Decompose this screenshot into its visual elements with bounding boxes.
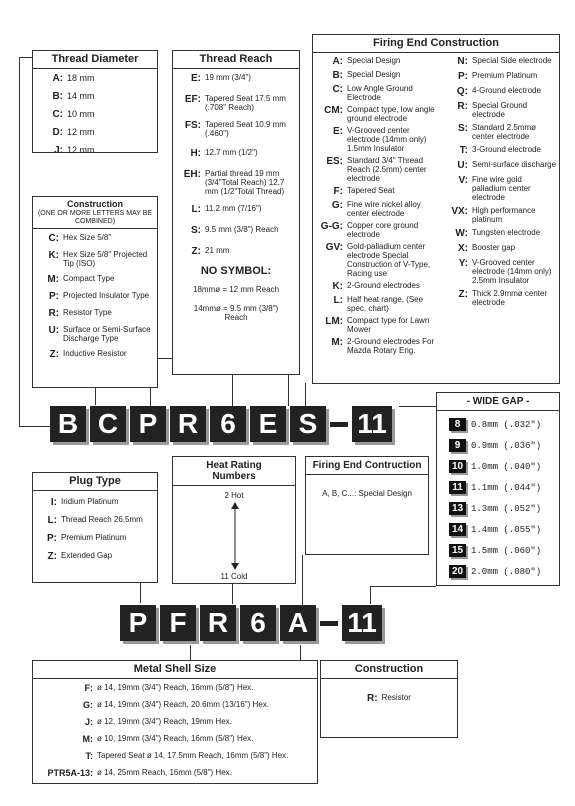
item-code: A: [332, 56, 343, 67]
item-code: U: [457, 160, 468, 171]
no-symbol-line: 18mmø = 12 mm Reach [192, 285, 280, 294]
gap-code: 20 [449, 565, 466, 578]
list-item [175, 169, 297, 196]
item-desc: Iridium Platinum [61, 497, 119, 506]
construction-bottom-code: R: [367, 693, 378, 704]
list-item [315, 295, 438, 313]
item-code: T: [459, 145, 468, 156]
part-code-dash [330, 422, 348, 427]
item-desc: ø 14, 19mm (3/4") Reach, 16mm (5/8") Hex. [97, 683, 254, 692]
list-item [37, 551, 153, 562]
item-desc: 10 mm [67, 109, 95, 119]
item-code: H: [190, 148, 201, 159]
list-item [315, 221, 438, 239]
list-item [37, 325, 153, 343]
list-item [438, 71, 557, 82]
item-desc: Compact type for Lawn Mower [347, 316, 430, 334]
part-code-suffix: 11 [342, 605, 382, 641]
item-code: G-G: [320, 221, 343, 232]
wide-gap-row [449, 540, 559, 561]
connector-line [140, 583, 141, 603]
item-code: C: [48, 233, 59, 244]
item-desc: Fine wire nickel alloy center electrode [347, 200, 421, 218]
wide-gap-row [449, 414, 559, 435]
item-code: V: [458, 175, 468, 186]
firing-end-small-title: Firing End Contruction [306, 457, 428, 475]
list-item [33, 734, 315, 745]
wide-gap-row [449, 498, 559, 519]
item-code: U: [48, 325, 59, 336]
list-item [37, 497, 153, 508]
heat-rating-title: Heat Rating Numbers [173, 457, 295, 486]
list-item [438, 86, 557, 97]
list-item [33, 700, 315, 711]
wide-gap-row [449, 561, 559, 582]
item-code: P: [457, 71, 468, 82]
item-desc: Hex Size 5/8" [63, 233, 112, 242]
item-desc: Tapered Seat 17.5 mm (.708" Reach) [205, 94, 286, 112]
list-item [37, 233, 153, 244]
connector-line [300, 645, 301, 660]
list-item [37, 274, 153, 285]
item-code: N: [457, 56, 468, 67]
heat-range-arrow-icon [173, 500, 297, 572]
item-code: A: [52, 73, 63, 84]
item-code: GV: [325, 242, 343, 253]
wide-gap-title: - WIDE GAP - [437, 393, 559, 411]
wide-gap-panel [436, 392, 560, 586]
list-item [47, 91, 157, 102]
list-item [315, 316, 438, 334]
list-item [315, 281, 438, 292]
item-desc: Fine wire gold palladium center electrode [471, 175, 531, 202]
connector-line [399, 406, 436, 407]
gap-code: 9 [449, 439, 466, 452]
item-desc: Booster gap [471, 243, 516, 252]
no-symbol-title: NO SYMBOL: [200, 265, 272, 277]
heat-rating-panel [172, 456, 296, 584]
list-item [438, 258, 557, 285]
list-item [315, 56, 438, 67]
part-code-char: P [120, 605, 156, 641]
item-code: F: [84, 683, 93, 693]
list-item [315, 84, 438, 102]
item-desc: Compact type, low angle ground electrode [347, 105, 435, 123]
item-desc: 12 mm [67, 145, 95, 155]
item-code: M: [47, 274, 59, 285]
list-item [33, 768, 315, 779]
connector-line [232, 374, 233, 406]
list-item [47, 145, 157, 156]
item-code: Z: [49, 349, 59, 360]
list-item [33, 717, 315, 728]
thread-reach-panel [172, 50, 300, 375]
list-item [175, 246, 297, 257]
gap-code: 10 [449, 460, 466, 473]
item-desc: Premium Platinum [61, 533, 127, 542]
gap-code: 15 [449, 544, 466, 557]
connector-line [370, 586, 436, 587]
item-code: Y: [458, 258, 468, 269]
item-desc: Half heat range, (See spec. chart) [347, 295, 424, 313]
item-desc: ø 12, 19mm (3/4") Reach, 19mm Hex. [97, 717, 232, 726]
gap-code: 8 [449, 418, 466, 431]
item-code: T: [85, 751, 93, 761]
item-desc: High performance platinum [471, 206, 536, 224]
item-desc: V-Grooved center electrode (14mm only) 1.5mm Insulator [347, 126, 427, 153]
list-item [315, 200, 438, 218]
item-code: S: [457, 123, 468, 134]
item-code: G: [83, 700, 93, 710]
part-code-char: S [290, 406, 326, 442]
thread-diameter-panel [32, 50, 158, 156]
item-desc: Extended Gap [61, 551, 113, 560]
item-code: R: [457, 101, 468, 112]
item-desc: Gold-palladium center electrode Special Construction of V-Type, Racing use [347, 242, 431, 278]
gap-value: 1.3mm (.052") [471, 503, 542, 514]
firing-end-small-text: A, B, C...: Special Design [322, 489, 412, 498]
list-item [438, 228, 557, 239]
plug-type-panel [32, 472, 158, 583]
item-desc: Compact Type [63, 274, 115, 283]
item-code: L: [47, 515, 57, 526]
list-item [47, 109, 157, 120]
item-desc: 9.5 mm (3/8") Reach [205, 225, 279, 234]
item-desc: Tapered Seat ø 14, 17.5mm Reach, 16mm (5/8") Hex. [97, 751, 289, 760]
item-desc: Special Ground electrode [471, 101, 528, 119]
list-item [33, 751, 315, 762]
item-desc: Special Design [347, 70, 401, 79]
item-code: Q: [456, 86, 468, 97]
list-item [315, 70, 438, 81]
item-code: I: [50, 497, 57, 508]
metal-shell-title: Metal Shell Size [33, 661, 317, 679]
item-desc: Projected Insulator Type [63, 291, 150, 300]
item-desc: ø 10, 19mm (3/4") Reach, 16mm (5/8") Hex. [97, 734, 254, 743]
item-code: J: [84, 717, 93, 727]
list-item [175, 204, 297, 215]
list-item [175, 94, 297, 112]
item-code: M: [331, 337, 343, 348]
list-item [315, 105, 438, 123]
item-code: VX: [451, 206, 468, 217]
list-item [315, 337, 438, 355]
gap-value: 2.0mm (.080") [471, 566, 542, 577]
item-desc: 2-Ground electrodes For Mazda Rotary Eng. [347, 337, 435, 355]
item-code: J: [54, 145, 63, 156]
list-item [438, 289, 557, 307]
list-item [438, 206, 557, 224]
item-code: D: [52, 127, 63, 138]
item-code: EF: [184, 94, 201, 105]
item-desc: Special Design [347, 56, 401, 65]
list-item [315, 126, 438, 153]
item-code: C: [332, 84, 343, 95]
item-desc: Tungsten electrode [471, 228, 541, 237]
list-item [315, 156, 438, 183]
item-code: Z: [458, 289, 468, 300]
item-desc: Resistor Type [63, 308, 112, 317]
item-desc: Standard 3/4" Thread Reach (2.5mm) center electrode [347, 156, 427, 183]
list-item [438, 145, 557, 156]
connector-line [95, 387, 96, 405]
list-item [37, 515, 153, 526]
connector-line [190, 645, 191, 660]
item-desc: 12 mm [67, 127, 95, 137]
item-code: G: [331, 200, 343, 211]
item-code: EH: [183, 169, 201, 180]
firing-end-small-panel [305, 456, 429, 555]
list-item [315, 186, 438, 197]
item-code: CM: [324, 105, 343, 116]
item-desc: Copper core ground electrode [347, 221, 419, 239]
item-code: W: [455, 228, 468, 239]
item-code: X: [457, 243, 468, 254]
gap-value: 0.9mm (.036") [471, 440, 542, 451]
item-code: L: [191, 204, 201, 215]
list-item [438, 101, 557, 119]
list-item [175, 225, 297, 236]
item-code: M: [82, 734, 93, 744]
connector-line [302, 555, 303, 605]
list-item [315, 242, 438, 278]
item-desc: Tapered Seat [347, 186, 395, 195]
item-desc: 3-Ground electrode [471, 145, 541, 154]
part-code-char: B [50, 406, 86, 442]
metal-shell-panel [32, 660, 318, 784]
item-code: FS: [184, 120, 201, 131]
item-desc: V-Grooved center electrode (14mm only) 2.5mm Insulator [471, 258, 552, 285]
part-code-char: R [170, 406, 206, 442]
item-code: Z: [191, 246, 201, 257]
gap-value: 1.0mm (.040") [471, 461, 542, 472]
gap-value: 0.8mm (.032") [471, 419, 542, 430]
part-code-suffix: 11 [352, 406, 392, 442]
item-desc: Special Side electrode [471, 56, 552, 65]
no-symbol-line: 14mmø = 9.5 mm (3/8") Reach [193, 304, 279, 322]
item-desc: Thread Reach 26.5mm [61, 515, 143, 524]
list-item [175, 120, 297, 138]
item-desc: 14 mm [67, 91, 95, 101]
part-code-char: F [160, 605, 196, 641]
part-code-dash [320, 621, 338, 626]
list-item [438, 160, 557, 171]
list-item [37, 533, 153, 544]
connector-line [288, 374, 289, 406]
wide-gap-row [449, 456, 559, 477]
part-code-char: C [90, 406, 126, 442]
item-desc: 18 mm [67, 73, 95, 83]
wide-gap-row [449, 435, 559, 456]
connector-line [305, 383, 306, 406]
construction-bottom-desc: Resistor [381, 693, 411, 702]
item-desc: Thick 2.9mmø center electrode [471, 289, 548, 307]
heat-hot-label: 2 Hot [224, 491, 244, 500]
construction-panel [32, 196, 158, 388]
list-item [438, 123, 557, 141]
item-code: Z: [47, 551, 57, 562]
item-code: P: [47, 533, 57, 544]
item-code: E: [333, 126, 343, 137]
item-desc: Inductive Resistor [63, 349, 127, 358]
part-code-char: E [250, 406, 286, 442]
item-code: B: [52, 91, 63, 102]
item-code: C: [52, 109, 63, 120]
item-desc: Tapered Seat 10.9 mm (.460") [205, 120, 286, 138]
item-desc: Premium Platinum [471, 71, 538, 80]
item-code: P: [49, 291, 59, 302]
list-item [37, 308, 153, 319]
construction-subtitle: (ONE OR MORE LETTERS MAY BE COMBINED) [37, 210, 153, 225]
item-desc: ø 14, 19mm (3/4") Reach, 20.6mm (13/16") Hex. [97, 700, 269, 709]
item-desc: Surface or Semi-Surface Discharge Type [63, 325, 151, 343]
item-desc: 19 mm (3/4") [205, 73, 251, 82]
item-code: PTR5A-13: [47, 768, 93, 778]
item-desc: 2-Ground electrodes [347, 281, 420, 290]
list-item [438, 243, 557, 254]
gap-value: 1.4mm (.055") [471, 524, 542, 535]
gap-code: 11 [449, 481, 466, 494]
part-code-char: A [280, 605, 316, 641]
connector-line [19, 57, 32, 58]
thread-diameter-title: Thread Diameter [33, 51, 157, 69]
list-item [33, 683, 315, 694]
construction-bottom-title: Construction [321, 661, 457, 679]
list-item [438, 175, 557, 202]
item-desc: 11.2 mm (7/16") [205, 204, 262, 213]
connector-line [232, 584, 233, 604]
part-code-char: R [200, 605, 236, 641]
item-desc: Standard 2.5mmø center electrode [471, 123, 537, 141]
item-code: L: [333, 295, 343, 306]
connector-line [370, 586, 371, 604]
list-item [37, 349, 153, 360]
gap-code: 14 [449, 523, 466, 536]
part-code-char: 6 [240, 605, 276, 641]
item-desc: Semi-surface discharge [471, 160, 557, 169]
item-code: K: [48, 250, 59, 261]
item-code: E: [191, 73, 201, 84]
item-code: F: [333, 186, 343, 197]
item-code: R: [48, 308, 59, 319]
list-item [37, 291, 153, 302]
item-desc: Hex Size 5/8" Projected Tip (ISO) [63, 250, 148, 268]
connector-line [19, 57, 20, 427]
wide-gap-row [449, 477, 559, 498]
firing-end-title: Firing End Construction [313, 35, 559, 53]
list-item [47, 73, 157, 84]
gap-value: 1.1mm (.044") [471, 482, 542, 493]
firing-end-panel [312, 34, 560, 384]
gap-code: 13 [449, 502, 466, 515]
construction-bottom-panel [320, 660, 458, 738]
item-code: B: [332, 70, 343, 81]
list-item [438, 56, 557, 67]
item-code: LM: [325, 316, 343, 327]
list-item [175, 148, 297, 159]
item-code: K: [332, 281, 343, 292]
plug-type-title: Plug Type [33, 473, 157, 491]
list-item [37, 250, 153, 268]
item-desc: 4-Ground electrode [471, 86, 541, 95]
wide-gap-row [449, 519, 559, 540]
part-code-char: P [130, 406, 166, 442]
list-item [47, 127, 157, 138]
item-desc: ø 14, 25mm Reach, 16mm (5/8") Hex. [97, 768, 232, 777]
item-code: ES: [326, 156, 343, 167]
thread-reach-title: Thread Reach [173, 51, 299, 69]
heat-cold-label: 11 Cold [220, 572, 248, 581]
item-code: S: [191, 225, 201, 236]
item-desc: Low Angle Ground Electrode [347, 84, 413, 102]
part-code-char: 6 [210, 406, 246, 442]
construction-title: Construction [67, 199, 123, 209]
item-desc: 12.7 mm (1/2") [205, 148, 258, 157]
item-desc: 21 mm [205, 246, 230, 255]
gap-value: 1.5mm (.060") [471, 545, 542, 556]
item-desc: Partial thread 19 mm (3/4"Total Reach) 12.7 mm (1/2"Total Thread) [205, 169, 285, 196]
list-item [175, 73, 297, 84]
